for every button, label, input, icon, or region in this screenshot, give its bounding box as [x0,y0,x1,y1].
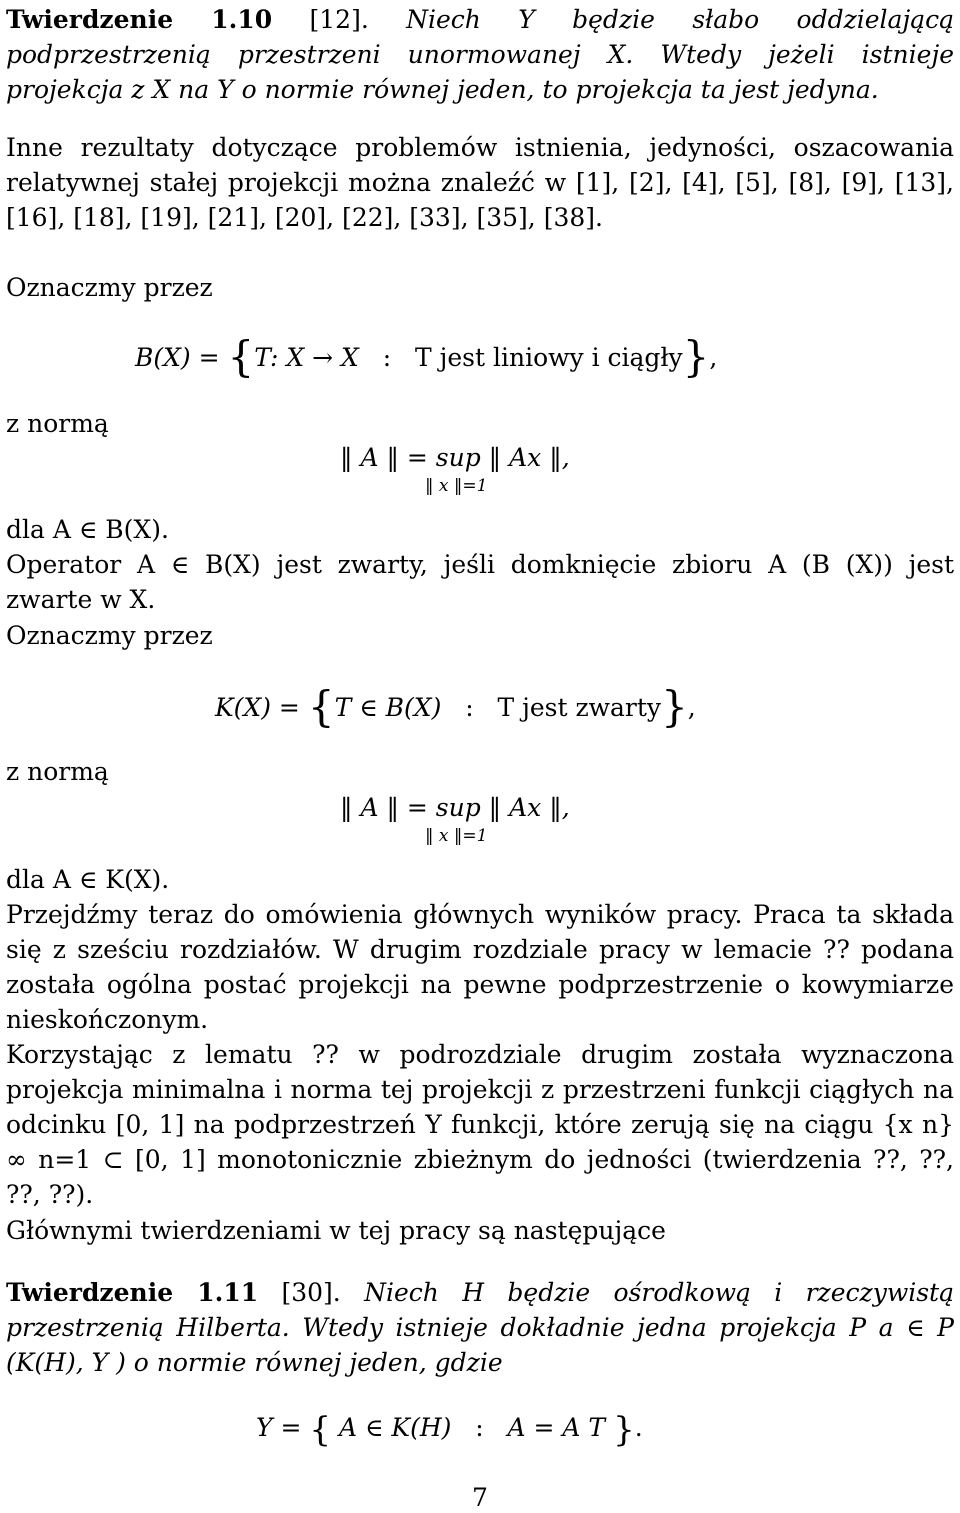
equation-k-definition [215,682,696,731]
eq-separator: : [465,693,474,722]
theorem-text: Niech H będzie ośrodkową i rzeczywistą przestrzenią Hilberta. Wtedy istnieje dokładnie jedna projekcja P a ∈ P (K(H), Y ) o normie równej jeden, gdzie [6,1278,954,1377]
theorem-label: Twierdzenie 1.10 [6,5,273,34]
def-b-with-norm: z normą [6,409,109,438]
paragraph-main-theorems: Głównymi twierdzeniami w tej pracy są następujące [6,1216,666,1245]
theorem-1-10 [6,2,954,107]
eq-tail: , [687,693,696,722]
def-b-for: dla A ∈ B(X). [6,515,169,544]
eq-condition: T jest zwarty [497,693,662,722]
def-b-intro: Oznaczmy przez [6,273,213,302]
paragraph-compact-definition: Operator A ∈ B(X) jest zwarty, jeśli domknięcie zbioru A (B (X)) jest zwarte w X. [6,550,954,614]
paragraph-overview: Przejdźmy teraz do omówienia głównych wyników pracy. Praca ta składa się z sześciu rozdziałów. W drugim rozdziale pracy w lemacie ?? podana została ogólna postać projekcji na pewne podprzestrzenie o kowymiarze nieskończonym. [6,900,954,1034]
eq-lhs: B(X) = [135,343,220,372]
eq-set-element: T ∈ B(X) [334,693,442,722]
eq-condition: T jest liniowy i ciągły [414,343,683,372]
left-brace: { [307,682,335,731]
norm-equation: ‖ A ‖ = sup ‖ Ax ‖, [340,793,570,822]
eq-lhs: K(X) = [215,693,300,722]
theorem-label: Twierdzenie 1.11 [6,1278,259,1307]
norm-equation: ‖ A ‖ = sup ‖ Ax ‖, [340,443,570,472]
left-brace: { [227,332,255,381]
eq-tail: . [634,1413,643,1442]
def-k-for: dla A ∈ K(X). [6,865,170,894]
paragraph-other-results: Inne rezultaty dotyczące problemów istnienia, jedyności, oszacowania relatywnej stałej projekcji można znaleźć w [1], [2], [4], [5], [8], [9], [13], [16], [18], [19], [21], [20], [22], [33], [35], [38]. [6,133,954,232]
equation-y-definition [256,1410,643,1450]
right-brace: } [613,1410,635,1450]
page-number: 7 [472,1483,488,1512]
eq-separator: : [475,1413,484,1442]
eq-set-element: A ∈ K(H) [338,1413,452,1442]
theorem-1-11 [6,1275,954,1380]
eq-separator: : [382,343,392,372]
theorem-text: Niech Y będzie słabo oddzielającą podprzestrzenią przestrzeni unormowanej X. Wtedy jeżeli istnieje projekcja z X na Y o normie równej jeden, to projekcja ta jest jedyna. [6,5,955,104]
eq-condition: A = A T [507,1413,606,1442]
paragraph-lemma: Korzystając z lematu ?? w podrozdziale drugim została wyznaczona projekcja minimalna i norma tej projekcji z przestrzeni funkcji ciągłych na odcinku [0, 1] na podprzestrzeń Y funkcji, które zerują się na ciągu {x n} ∞ n=1 ⊂ [0, 1] monotonicznie zbieżnym do jedności (twierdzenia ??, ??, ??, ??). [6,1040,954,1209]
theorem-citation: [12]. [309,5,369,34]
eq-tail: , [709,343,718,372]
norm-subscript-text: ‖ x ‖=1 [425,476,488,496]
norm-subscript-text: ‖ x ‖=1 [425,826,488,846]
eq-set-element: T: X → X [254,343,359,372]
theorem-citation: [30]. [281,1278,341,1307]
equation-b-definition [135,332,718,381]
right-brace: } [661,682,688,731]
def-k-intro: Oznaczmy przez [6,621,213,650]
def-k-with-norm: z normą [6,757,109,786]
equation-k-norm [340,790,570,825]
equation-b-norm [340,440,570,475]
norm-subscript [425,826,487,846]
eq-lhs: Y = [256,1413,302,1442]
left-brace: { [309,1410,331,1450]
right-brace: } [682,332,710,381]
norm-subscript [425,476,487,496]
